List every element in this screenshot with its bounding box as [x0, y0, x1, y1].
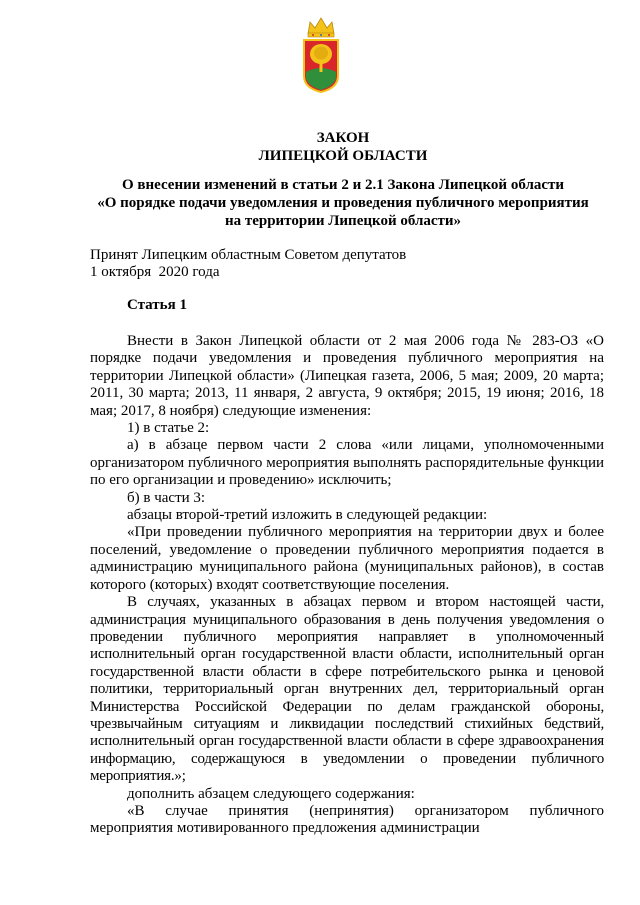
paragraph: Внести в Закон Липецкой области от 2 мая 2006 года № 283-ОЗ «О порядке подачи уведомления и проведения публичного мероприятия на территории Липецкой области» (Липецкая газета, 2006, 5 мая; 2009, 20 марта; 2011, 30 марта; 2013, 11 января, 2 августа, 9 октября; 2015, 19 июня; 2016, 18 мая; 2017, 8 ноября) следующие изменения:: [90, 333, 604, 419]
paragraph: «В случае принятия (непринятия) организатором публичного мероприятия мотивированного предложения администрации: [90, 802, 604, 837]
adoption-date: 1 октября 2020 года: [90, 264, 220, 280]
adoption-note: [90, 247, 406, 281]
subtitle-line-1: О внесении изменений в статьи 2 и 2.1 Закона Липецкой области: [121, 177, 565, 193]
law-title-line: ЗАКОН: [316, 130, 370, 146]
subtitle-line-2: «О порядке подачи уведомления и проведения публичного мероприятия: [97, 195, 589, 211]
paragraph: 1) в статье 2:: [127, 420, 210, 437]
article-heading: Статья 1: [127, 297, 187, 313]
law-title-region: ЛИПЕЦКОЙ ОБЛАСТИ: [258, 148, 428, 164]
law-subtitle: [80, 176, 606, 230]
paragraph: В случаях, указанных в абзацах первом и втором настоящей части, администрация муниципального образования в день получения уведомления о проведении публичного мероприятия направляет в уполномоченный исполнительный орган государственной власти области, исполнительный орган государственной власти области в сфере потребительского рынка и ценовой политики, территориальный орган внутренних дел, территориальный орган Министерства Российской Федерации по делам гражданской обороны, чрезвычайным ситуациям и ликвидации последствий стихийных бедствий, исполнительный орган государственной власти области в сфере здравоохранения информацию, содержащуюся в уведомлении о проведении публичного мероприятия.»;: [90, 594, 604, 785]
lipetsk-coat-of-arms-icon: [300, 14, 342, 94]
paragraph: абзацы второй-третий изложить в следующей редакции:: [127, 507, 488, 524]
paragraph: «При проведении публичного мероприятия на территории двух и более поселений, уведомление о проведении публичного мероприятия подается в администрацию муниципального района (муниципальных районов), в состав которого (которых) входят соответствующие поселения.: [90, 524, 604, 593]
subtitle-line-3: на территории Липецкой области»: [224, 213, 462, 229]
paragraph: дополнить абзацем следующего содержания:: [127, 785, 415, 802]
adoption-body: Принят Липецким областным Советом депутатов: [90, 247, 407, 263]
paragraph: б) в части 3:: [127, 489, 206, 506]
article-body: [90, 333, 604, 838]
law-title: [80, 129, 606, 165]
paragraph: а) в абзаце первом части 2 слова «или лицами, уполномоченными организатором публичного мероприятия выполнять распорядительные функции по его организации и проведению» исключить;: [90, 437, 604, 489]
